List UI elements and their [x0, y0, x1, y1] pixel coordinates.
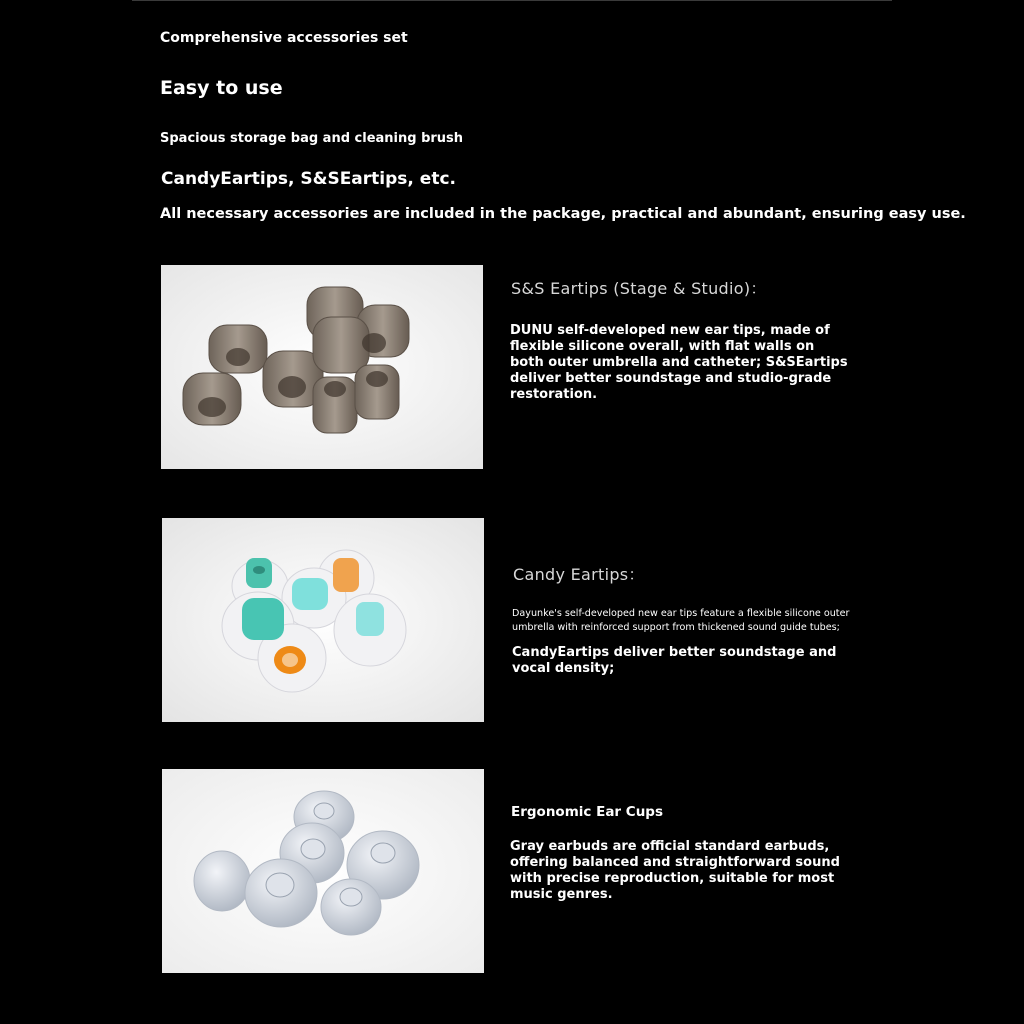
ss-eartips-description: DUNU self-developed new ear tips, made of flexible silicone overall, with flat walls on both outer umbrella and catheter; S&SEartips deliver better soundstage and studio-grade restoration.: [510, 323, 848, 402]
candy-eartips-photo: [162, 518, 484, 722]
storage-text: Spacious storage bag and cleaning brush: [160, 131, 464, 146]
ear-cups-description: Gray earbuds are official standard earbuds, offering balanced and straightforward sound with precise reproduction, suitable for most music genres.: [510, 839, 840, 902]
ss-eartips-title: S&S Eartips (Stage & Studio)：: [511, 279, 767, 298]
eartips-heading: CandyEartips, S&SEartips, etc.: [161, 169, 456, 189]
candy-eartips-description: CandyEartips deliver better soundstage and vocal density;: [512, 645, 837, 676]
section-subtitle: Comprehensive accessories set: [160, 30, 408, 46]
top-divider: [132, 0, 892, 1]
candy-eartips-note: Dayunke's self-developed new ear tips feature a flexible silicone outer umbrella with reinforced support from thickened sound guide tubes;: [512, 608, 850, 633]
ear-cups-title: Ergonomic Ear Cups: [511, 804, 664, 820]
candy-eartips-title: Candy Eartips：: [513, 565, 645, 584]
section-title: Easy to use: [160, 77, 283, 99]
ear-cups-photo: [162, 769, 484, 973]
ss-eartips-photo: [161, 265, 483, 469]
summary-text: All necessary accessories are included in the package, practical and abundant, ensuring easy use.: [160, 206, 966, 222]
